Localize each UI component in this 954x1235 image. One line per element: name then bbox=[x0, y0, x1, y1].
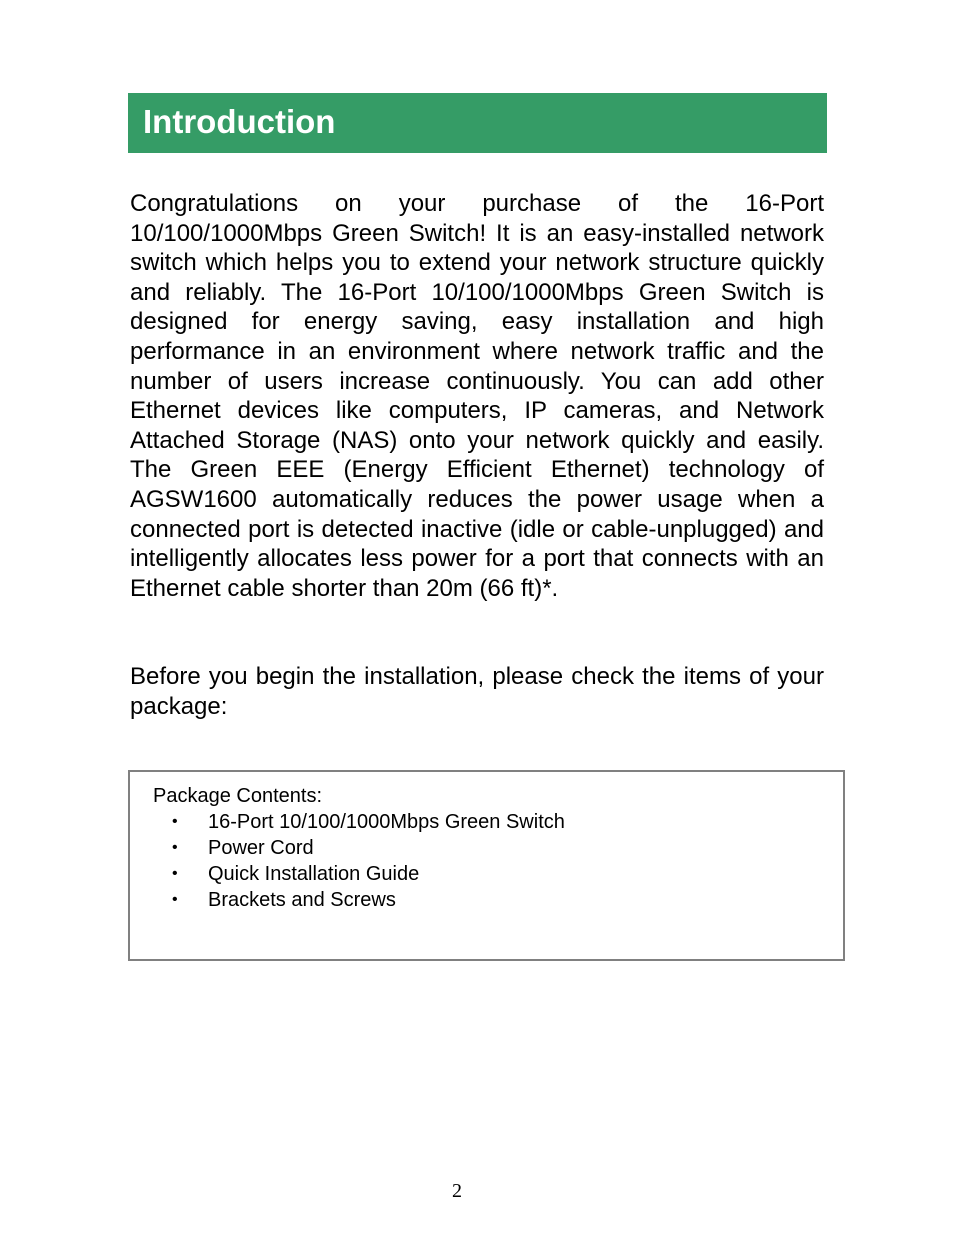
bullet-icon: • bbox=[172, 865, 178, 882]
page-number: 2 bbox=[452, 1180, 462, 1202]
bullet-icon: • bbox=[172, 839, 178, 856]
package-contents-box bbox=[128, 770, 845, 961]
package-item-label: Brackets and Screws bbox=[208, 889, 396, 911]
intro-paragraph: Congratulations on your purchase of the 16-Port 10/100/1000Mbps Green Switch! It is an easy-installed network switch which helps you to extend your network structure quickly and reliably. The 16-Port 10/100/1000Mbps Green Switch is designed for energy saving, easy installation and high performance in an environment where network traffic and the number of users increase continuously. You can add other Ethernet devices like computers, IP cameras, and Network Attached Storage (NAS) onto your network quickly and easily. The Green EEE (Energy Efficient Ethernet) technology of AGSW1600 automatically reduces the power usage when a connected port is detected inactive (idle or cable-unplugged) and intelligently allocates less power for a port that connects with an Ethernet cable shorter than 20m (66 ft)*. bbox=[130, 190, 824, 602]
check-items-paragraph: Before you begin the installation, please check the items of your package: bbox=[130, 663, 824, 720]
section-banner bbox=[128, 93, 827, 153]
package-item-label: Quick Installation Guide bbox=[208, 863, 420, 885]
package-item-label: Power Cord bbox=[208, 837, 314, 859]
package-contents-title: Package Contents: bbox=[153, 785, 322, 807]
section-title: Introduction bbox=[143, 102, 336, 140]
bullet-icon: • bbox=[172, 813, 178, 830]
bullet-icon: • bbox=[172, 891, 178, 908]
package-item-label: 16-Port 10/100/1000Mbps Green Switch bbox=[208, 811, 565, 833]
